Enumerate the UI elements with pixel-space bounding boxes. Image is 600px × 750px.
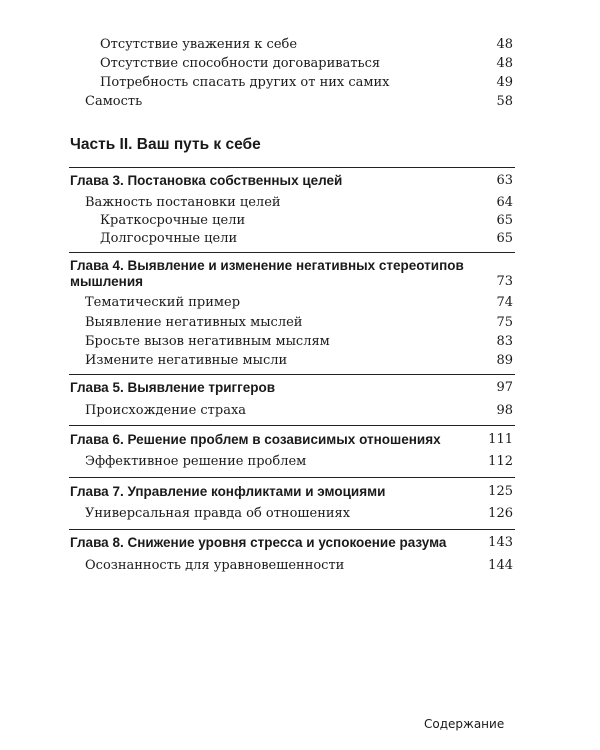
toc-entry-page: 144 xyxy=(488,558,513,573)
toc-entry-title: Осознанность для уравновешенности xyxy=(85,558,345,573)
toc-entry-page: 83 xyxy=(496,334,513,349)
chapter-heading xyxy=(0,431,600,451)
toc-entry xyxy=(0,74,600,94)
toc-entry-title: Отсутствие способности договариваться xyxy=(100,56,381,71)
chapter-divider xyxy=(69,167,515,168)
chapter-divider xyxy=(69,425,515,426)
toc-entry-title: Выявление негативных мыслей xyxy=(85,315,303,330)
toc-entry-title: Универсальная правда об отношениях xyxy=(85,506,351,521)
toc-entry-page: 48 xyxy=(496,37,513,52)
toc-entry xyxy=(0,36,600,56)
chapter-title: Глава 3. Постановка собственных целей xyxy=(70,173,343,188)
chapter-page: 73 xyxy=(496,274,513,289)
toc-entry-title: Происхождение страха xyxy=(85,403,247,418)
chapter-page: 111 xyxy=(488,432,513,447)
toc-entry xyxy=(0,505,600,525)
chapter-title: Глава 6. Решение проблем в созависимых отношениях xyxy=(70,432,441,447)
chapter-heading xyxy=(0,379,600,399)
toc-entry-page: 65 xyxy=(496,213,513,228)
toc-entry-title: Важность постановки целей xyxy=(85,195,281,210)
chapter-divider xyxy=(69,374,515,375)
chapter-title: Глава 7. Управление конфликтами и эмоциями xyxy=(70,484,386,499)
chapter-title: Глава 4. Выявление и изменение негативных стереотипов xyxy=(70,258,464,273)
chapter-heading xyxy=(0,172,600,192)
toc-entry xyxy=(0,402,600,422)
toc-entry-page: 112 xyxy=(488,454,513,469)
chapter-divider xyxy=(69,252,515,253)
toc-entry-page: 126 xyxy=(488,506,513,521)
chapter-heading xyxy=(0,534,600,554)
toc-entry-title: Эффективное решение проблем xyxy=(85,454,307,469)
toc-entry xyxy=(0,352,600,372)
toc-entry-title: Потребность спасать других от них самих xyxy=(100,75,390,90)
toc-entry xyxy=(0,55,600,75)
toc-entry xyxy=(0,294,600,314)
toc-entry-page: 58 xyxy=(496,94,513,109)
toc-entry xyxy=(0,557,600,577)
toc-entry xyxy=(0,314,600,334)
toc-entry-page: 64 xyxy=(496,195,513,210)
toc-entry-page: 98 xyxy=(496,403,513,418)
running-footer: Содержание xyxy=(424,717,505,731)
toc-entry-title: Тематический пример xyxy=(85,295,241,310)
toc-entry-title: Долгосрочные цели xyxy=(100,231,238,246)
chapter-page: 143 xyxy=(488,535,513,550)
toc-entry xyxy=(0,453,600,473)
chapter-heading xyxy=(0,483,600,503)
toc-entry xyxy=(0,212,600,232)
chapter-title: Глава 8. Снижение уровня стресса и успокоение разума xyxy=(70,535,447,550)
chapter-divider xyxy=(69,477,515,478)
toc-entry xyxy=(0,333,600,353)
toc-entry xyxy=(0,230,600,250)
chapter-page: 63 xyxy=(496,173,513,188)
toc-entry-page: 49 xyxy=(496,75,513,90)
toc-entry-title: Бросьте вызов негативным мыслям xyxy=(85,334,330,349)
toc-entry-page: 89 xyxy=(496,353,513,368)
toc-entry-page: 74 xyxy=(496,295,513,310)
toc-entry-page: 48 xyxy=(496,56,513,71)
part-title: Часть II. Ваш путь к себе xyxy=(70,136,261,153)
toc-entry-page: 75 xyxy=(496,315,513,330)
toc-entry xyxy=(0,194,600,214)
chapter-page: 125 xyxy=(488,484,513,499)
toc-entry-title: Отсутствие уважения к себе xyxy=(100,37,298,52)
toc-entry-title: Самость xyxy=(85,94,143,109)
chapter-title-continued: мышления xyxy=(70,274,144,289)
toc-entry-page: 65 xyxy=(496,231,513,246)
toc-entry-title: Измените негативные мысли xyxy=(85,353,288,368)
chapter-title: Глава 5. Выявление триггеров xyxy=(70,380,276,395)
chapter-heading-line2 xyxy=(0,273,600,293)
chapter-page: 97 xyxy=(496,380,513,395)
chapter-divider xyxy=(69,529,515,530)
toc-entry xyxy=(0,93,600,113)
toc-entry-title: Краткосрочные цели xyxy=(100,213,246,228)
